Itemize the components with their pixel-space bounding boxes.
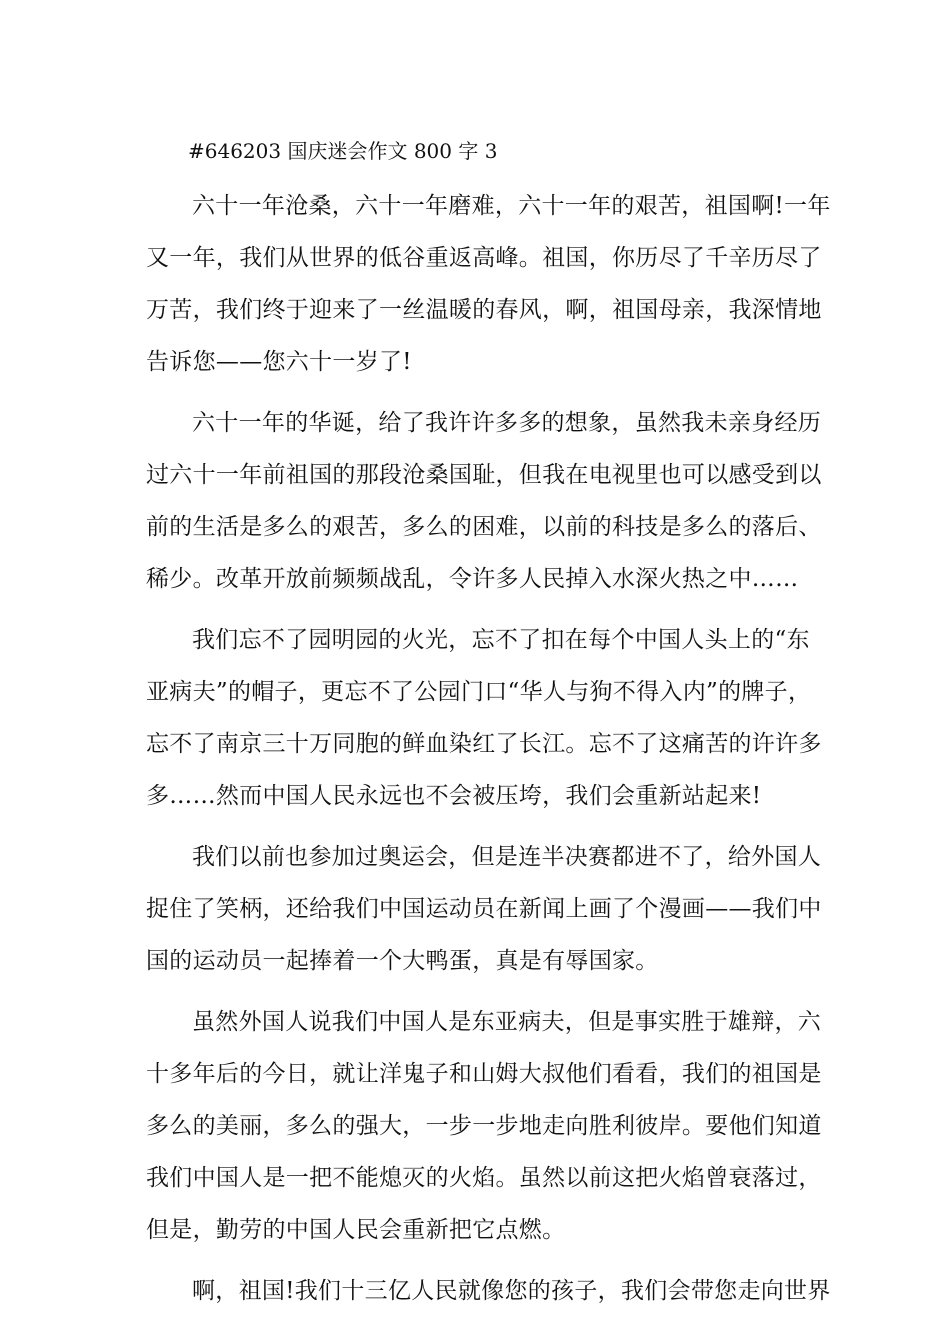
paragraph-line: 又一年，我们从世界的低谷重返高峰。祖国，你历尽了千辛历尽了: [146, 245, 822, 271]
paragraph-line: 稀少。改革开放前频频战乱，令许多人民掉入水深火热之中……: [146, 566, 799, 592]
paragraph-line: 前的生活是多么的艰苦，多么的困难，以前的科技是多么的落后、: [146, 514, 822, 540]
paragraph-line: 六十一年沧桑，六十一年磨难，六十一年的艰苦，祖国啊!一年: [192, 193, 831, 219]
paragraph-line: 捉住了笑柄，还给我们中国运动员在新闻上画了个漫画——我们中: [146, 896, 822, 922]
paragraph-line: 忘不了南京三十万同胞的鲜血染红了长江。忘不了这痛苦的许许多: [146, 731, 822, 757]
paragraph-5: [146, 996, 822, 1256]
paragraph-line: 但是，勤劳的中国人民会重新把它点燃。: [146, 1217, 566, 1243]
paragraph-line: 我们忘不了园明园的火光，忘不了扣在每个中国人头上的“东: [192, 627, 810, 653]
document-body: [146, 180, 831, 1326]
paragraph-line: 六十一年的华诞，给了我许许多多的想象，虽然我未亲身经历: [192, 410, 822, 436]
paragraph-line: 多么的美丽，多么的强大，一步一步地走向胜利彼岸。要他们知道: [146, 1113, 822, 1139]
document-title: #646203 国庆迷会作文 800 字 3: [188, 139, 498, 163]
paragraph-line: 我们中国人是一把不能熄灭的火焰。虽然以前这把火焰曾衰落过，: [146, 1165, 822, 1191]
paragraph-4: [146, 831, 822, 987]
paragraph-6: [146, 1265, 831, 1317]
paragraph-line: 我们以前也参加过奥运会，但是连半决赛都进不了，给外国人: [192, 844, 822, 870]
paragraph-line: 过六十一年前祖国的那段沧桑国耻，但我在电视里也可以感受到以: [146, 462, 822, 488]
paragraph-line: 多……然而中国人民永远也不会被压垮，我们会重新站起来!: [146, 783, 762, 809]
paragraph-line: 啊，祖国!我们十三亿人民就像您的孩子，我们会带您走向世界: [192, 1278, 831, 1304]
paragraph-line: 十多年后的今日，就让洋鬼子和山姆大叔他们看看，我们的祖国是: [146, 1061, 822, 1087]
paragraph-line: 虽然外国人说我们中国人是东亚病夫，但是事实胜于雄辩，六: [192, 1009, 822, 1035]
paragraph-line: 万苦，我们终于迎来了一丝温暖的春风，啊，祖国母亲，我深情地: [146, 297, 822, 323]
paragraph-3: [146, 614, 822, 822]
paragraph-line: 亚病夫”的帽子，更忘不了公园门口“华人与狗不得入内”的牌子，: [146, 679, 812, 705]
paragraph-1: [146, 180, 831, 388]
paragraph-line: 告诉您——您六十一岁了!: [146, 349, 412, 375]
paragraph-line: 国的运动员一起捧着一个大鸭蛋，真是有辱国家。: [146, 948, 659, 974]
paragraph-2: [146, 397, 822, 605]
